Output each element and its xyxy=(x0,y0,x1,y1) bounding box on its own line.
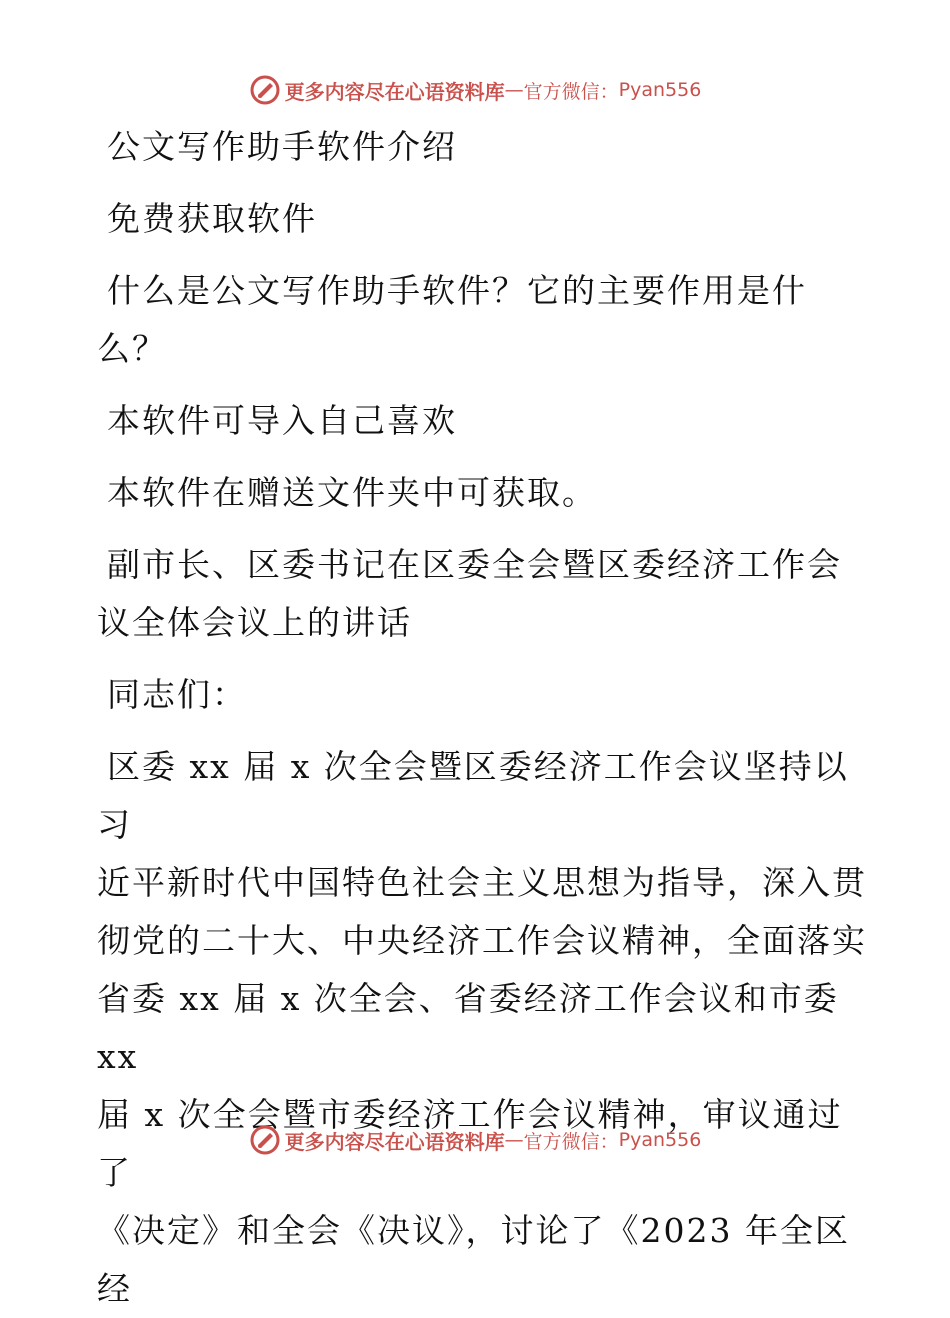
paragraph-greeting: 同志们： xyxy=(107,675,247,714)
paragraph-body-line6: 《决定》和全会《决议》，讨论了《2023 年全区经 xyxy=(97,1211,850,1308)
paragraph-body-line3: 彻党的二十大、中央经济工作会议精神，全面落实 xyxy=(97,921,867,960)
banner-wechat-id: Pyan556 xyxy=(618,1129,702,1151)
paragraph-free-software: 免费获取软件 xyxy=(107,199,317,238)
banner-main-text: 更多内容尽在心语资料库 xyxy=(284,1129,505,1154)
paragraph-speech-title-line2: 议全体会议上的讲话 xyxy=(97,603,412,642)
paragraph-body-line1: 区委 xx 届 x 次全会暨区委经济工作会议坚持以习 xyxy=(97,747,849,844)
banner-wechat-label: 官方微信： xyxy=(523,1130,619,1153)
paragraph-title-software: 公文写作助手软件介绍 xyxy=(107,127,457,166)
paragraph-body-line2: 近平新时代中国特色社会主义思想为指导，深入贯 xyxy=(97,863,867,902)
banner-dash: — xyxy=(504,79,524,101)
banner-wechat-label: 官方微信： xyxy=(523,80,619,103)
paragraph-import: 本软件可导入自己喜欢 xyxy=(107,401,457,440)
header-banner xyxy=(0,70,950,110)
logo-icon xyxy=(249,74,281,106)
footer-banner xyxy=(0,1120,950,1160)
paragraph-gift-folder: 本软件在赠送文件夹中可获取。 xyxy=(107,473,597,512)
logo-icon xyxy=(249,1124,281,1156)
banner-dash: — xyxy=(504,1129,524,1151)
paragraph-body-line5: 届 x 次全会暨市委经济工作会议精神，审议通过了 xyxy=(97,1095,843,1192)
paragraph-speech-title-line1: 副市长、区委书记在区委全会暨区委经济工作会 xyxy=(107,545,842,584)
paragraph-body-line4: 省委 xx 届 x 次全会、省委经济工作会议和市委 xx xyxy=(97,979,852,1076)
paragraph-question-line1: 什么是公文写作助手软件？它的主要作用是什 xyxy=(107,271,807,310)
paragraph-question-line2: 么？ xyxy=(97,329,167,368)
banner-wechat-id: Pyan556 xyxy=(618,79,702,101)
banner-main-text: 更多内容尽在心语资料库 xyxy=(284,79,505,104)
